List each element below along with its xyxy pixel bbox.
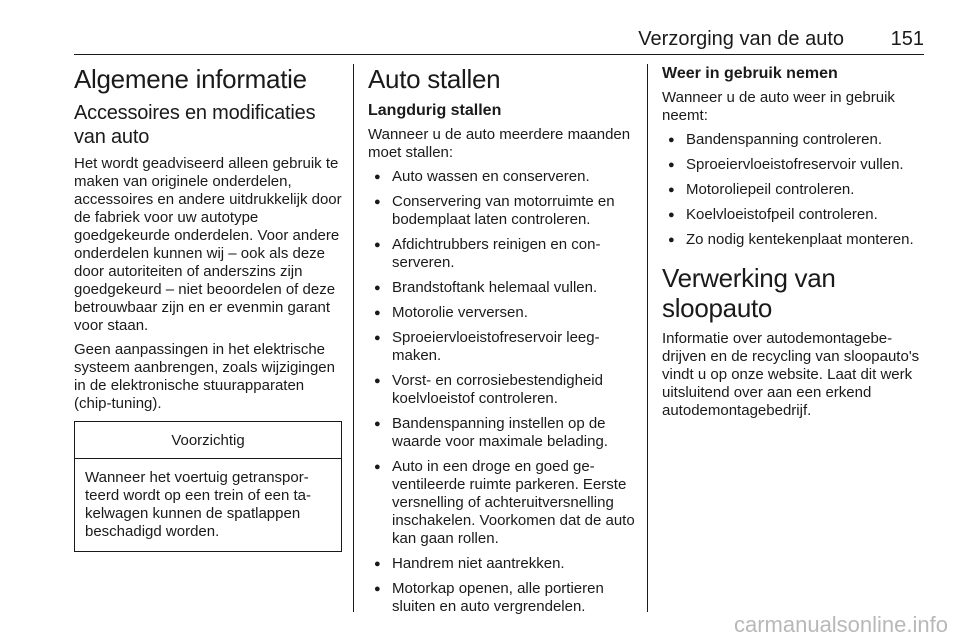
list-item: ● Sproeiervloeistofreservoir vullen. xyxy=(662,156,930,174)
subsection-title-long-storage: Langdurig stallen xyxy=(368,102,502,119)
storage-intro: Wanneer u de auto meerdere maanden moet stallen: xyxy=(368,126,631,161)
caution-title: Voorzichtig xyxy=(75,422,341,459)
list-item: ● Vorst- en corrosiebestendigheid koelvloeistof controleren. xyxy=(368,372,636,408)
list-item: ● Sproeiervloeistofreservoir leegmaken. xyxy=(368,329,636,365)
subsection-title-reuse: Weer in gebruik nemen xyxy=(662,65,838,82)
section-title-storage: Auto stallen xyxy=(368,64,501,94)
caution-text: Wanneer het voertuig getransporteerd wordt op een trein of een takelwagen kunnen de spatlappen beschadigd worden. xyxy=(85,469,311,540)
paragraph-electrical: Geen aanpassingen in het elektrische systeem aanbrengen, zoals wijzigingen in de elektronische stuurapparaten (chip-tuning). xyxy=(74,341,335,412)
section-title-general-info: Algemene informatie xyxy=(74,64,307,94)
header-title: Verzorging van de auto xyxy=(638,28,844,50)
list-item: ● Handrem niet aantrekken. xyxy=(368,555,636,573)
list-item: ● Conservering van motorruimte en bodemplaat laten controleren. xyxy=(368,193,636,229)
column-divider-2 xyxy=(647,64,648,612)
list-item: ● Brandstoftank helemaal vullen. xyxy=(368,279,636,297)
list-item: ● Motorolie verversen. xyxy=(368,304,636,322)
list-item: ● Auto in een droge en goed geventileerde ruimte parkeren. Eerste versnelling of achteruitversnelling inschakelen. Voorkomen dat de auto kan gaan rollen. xyxy=(368,458,636,548)
reuse-list xyxy=(662,131,930,249)
page-number: 151 xyxy=(890,28,924,50)
paragraph-accessories: Het wordt geadviseerd alleen gebruik te maken van originele onderdelen, accessoires en andere uitdrukkelijk door de fabriek voor uw autotype goedgekeurde onderdelen. Voor andere onderdelen kunnen wij – ook als deze door autoriteiten of anderszins zijn goedgekeurd – niet beoordelen of deze betrouwbaar zijn en er evenmin garant voor staan. xyxy=(74,155,342,334)
column-left xyxy=(74,64,342,552)
page-header xyxy=(74,26,924,56)
column-right xyxy=(662,64,930,426)
caution-box xyxy=(74,421,342,552)
list-item: ● Auto wassen en conserveren. xyxy=(368,168,636,186)
reuse-intro: Wanneer u de auto weer in gebruik neemt: xyxy=(662,89,895,124)
subsection-title-accessories: Accessoires en modificaties van auto xyxy=(74,102,316,148)
list-item: ● Motorkap openen, alle portieren sluiten en auto vergrendelen. xyxy=(368,580,636,616)
watermark: carmanualsonline.info xyxy=(733,612,948,637)
section-title-scrapping: Verwerking van sloopauto xyxy=(662,263,836,323)
list-item: ● Afdichtrubbers reinigen en conserveren. xyxy=(368,236,636,272)
storage-list xyxy=(368,168,636,616)
column-middle xyxy=(368,64,636,623)
list-item: ● Zo nodig kentekenplaat monteren. xyxy=(662,231,930,249)
header-rule xyxy=(74,54,924,55)
list-item: ● Bandenspanning controleren. xyxy=(662,131,930,149)
list-item: ● Bandenspanning instellen op de waarde voor maximale belading. xyxy=(368,415,636,451)
paragraph-scrapping: Informatie over autodemontagebedrijven en de recycling van sloopauto's vindt u op onze website. Laat dit werk uitsluitend over aan een erkend autodemontagebedrijf. xyxy=(662,330,920,419)
list-item: ● Koelvloeistofpeil controleren. xyxy=(662,206,930,224)
caution-body xyxy=(75,459,341,551)
list-item: ● Motoroliepeil controleren. xyxy=(662,181,930,199)
column-divider-1 xyxy=(353,64,354,612)
